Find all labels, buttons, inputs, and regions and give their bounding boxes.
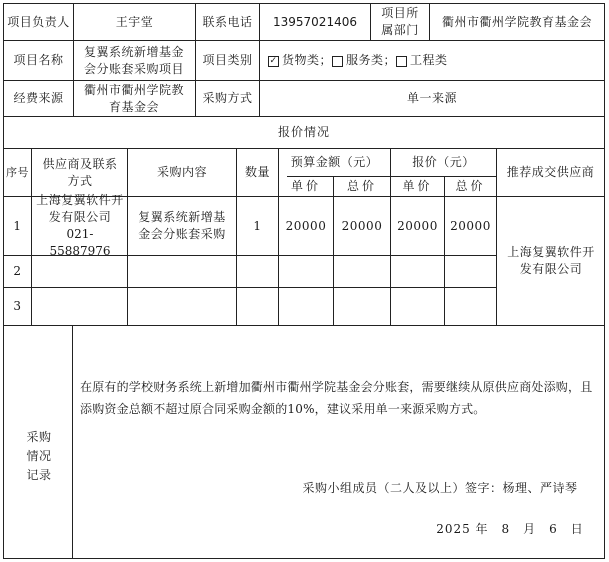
col-header-qty: 数量 <box>244 165 270 179</box>
record-label: 采购情况记录 <box>26 429 52 482</box>
type-engineering: 工程类 <box>410 53 448 67</box>
col-header-budget: 预算金额（元） <box>290 155 379 169</box>
record-signers: 采购小组成员（二人及以上）签字：杨理、严诗琴 <box>302 480 578 495</box>
leader-label: 项目负责人 <box>7 14 70 29</box>
row-1-budget-unit: 20000 <box>285 218 327 233</box>
subheader-offer-unit: 单价 <box>402 179 433 193</box>
row-1-content: 复翼系统新增基金会分账套采购 <box>138 210 226 241</box>
phone-label: 联系电话 <box>202 14 253 29</box>
row-1-seq: 1 <box>13 218 22 233</box>
row-1-supplier <box>36 193 124 258</box>
col-header-offer: 报价（元） <box>412 155 475 169</box>
funding-source-label: 经费来源 <box>13 91 64 105</box>
row-1-supplier-name: 上海复翼软件开发有限公司 <box>36 193 124 224</box>
grid-line <box>3 287 497 288</box>
department-value: 衢州市衢州学院教育基金会 <box>441 14 592 29</box>
col-header-seq: 序号 <box>6 166 29 179</box>
recommended-supplier: 上海复翼软件开发有限公司 <box>507 245 595 276</box>
quote-section-title: 报价情况 <box>277 125 330 139</box>
row-3-seq: 3 <box>13 299 22 313</box>
subheader-offer-total: 总价 <box>455 179 486 193</box>
project-type-label: 项目类别 <box>202 53 253 67</box>
grid-line <box>604 3 605 559</box>
record-date: 2025 年 8 月 6 日 <box>436 521 584 536</box>
funding-source-value: 衢州市衢州学院教育基金会 <box>83 82 184 114</box>
phone-value: 13957021406 <box>273 14 357 29</box>
project-name-label: 项目名称 <box>13 53 64 67</box>
goods-checked-box: ✓ <box>269 56 278 66</box>
service-checkbox <box>332 56 343 67</box>
project-name-value: 复翼系统新增基金会分账套采购项目 <box>83 44 184 76</box>
row-1-offer-unit: 20000 <box>397 218 438 233</box>
method-value: 单一来源 <box>406 91 457 105</box>
col-header-supplier: 供应商及联系方式 <box>42 156 118 188</box>
type-goods: 货物类； <box>282 53 333 67</box>
col-header-content: 采购内容 <box>156 165 207 179</box>
row-1-supplier-phone: 021-55887976 <box>49 227 111 258</box>
subheader-budget-total: 总价 <box>346 179 377 193</box>
leader-value: 王宇堂 <box>115 14 154 29</box>
grid-line <box>3 325 605 326</box>
grid-line <box>3 558 605 559</box>
record-text: 在原有的学校财务系统上新增加衢州市衢州学院基金会分账套，需要继续从原供应商处添购，且添购资金总额不超过原合同采购金额的10%，建议采用单一来源采购方式。 <box>80 380 593 416</box>
row-2-seq: 2 <box>13 264 22 278</box>
row-1-budget-total: 20000 <box>341 218 383 233</box>
type-service: 服务类； <box>346 53 397 67</box>
engineering-checkbox <box>396 56 407 67</box>
col-header-recommend: 推荐成交供应商 <box>506 165 595 179</box>
project-type-options <box>268 41 604 80</box>
row-1-offer-total: 20000 <box>450 218 491 233</box>
grid-line <box>31 148 32 326</box>
grid-line <box>370 3 371 41</box>
method-label: 采购方式 <box>202 91 253 105</box>
grid-line <box>72 325 73 559</box>
subheader-budget-unit: 单价 <box>290 179 321 193</box>
department-label: 项目所属部门 <box>381 6 419 37</box>
row-1-qty: 1 <box>253 218 262 233</box>
